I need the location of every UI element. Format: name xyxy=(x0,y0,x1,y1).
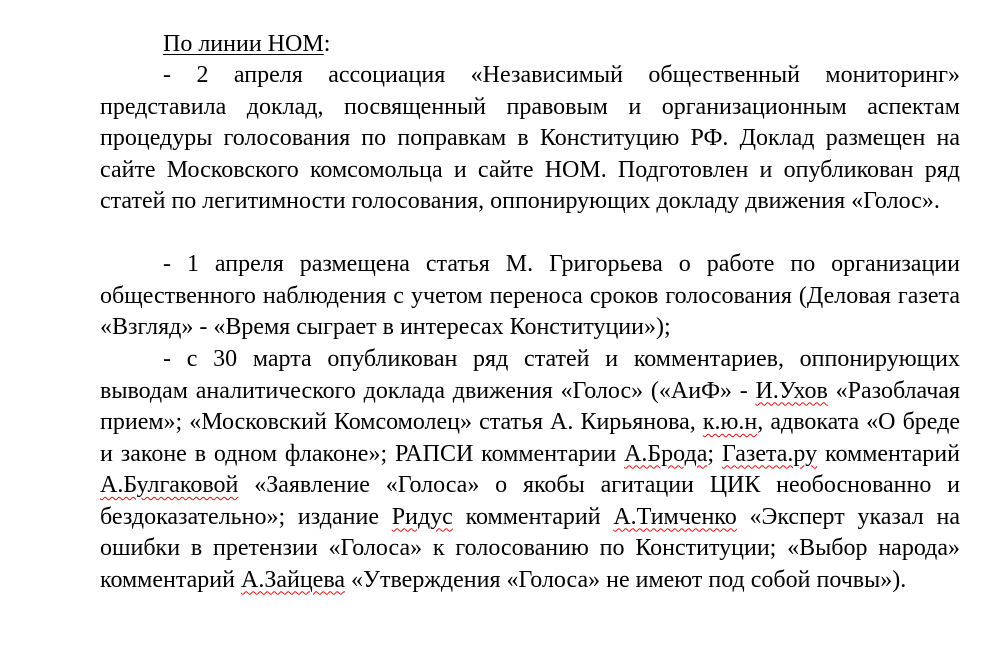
text-run: , адвоката «О бреде и законе в одном флаконе»; РАПСИ комментарии xyxy=(100,409,960,467)
text-run: «Утверждения «Голоса» не имеют под собой почвы»). xyxy=(345,566,907,593)
text-run: ; xyxy=(707,440,722,467)
section-heading xyxy=(163,28,330,60)
paragraph-2 xyxy=(100,249,960,344)
text-run: - с 30 марта опубликован ряд статей и комментариев, оппонирующих выводам аналитического доклада движения «Голос» («АиФ» - xyxy=(100,346,960,404)
heading-colon: : xyxy=(323,31,331,57)
spellcheck-flagged-word[interactable]: А.Булгаковой xyxy=(100,472,239,498)
paragraph-1-text: - 2 апреля ассоциация «Независимый общественный мониторинг» представила доклад, посвященный правовым и организационным аспектам процедуры голосования по поправкам в Конституцию РФ. Доклад размещен на сайте Московского комсомольца и сайте НОМ. Подготовлен и опубликован ряд статей по легитимности голосования, оппонирующих докладу движения «Голос». xyxy=(100,62,960,214)
spellcheck-flagged-word[interactable]: А.Брода xyxy=(624,440,708,467)
spellcheck-flagged-word[interactable]: А.Зайцева xyxy=(240,566,345,593)
text-run: «Разоблачая прием»; «Московский Комсомолец» статья А. Кирьянова, xyxy=(100,377,960,435)
text-run: «Заявление «Голоса» о якобы агитации ЦИК необоснованно и бездоказательно»; издание xyxy=(100,472,960,530)
paragraph-1 xyxy=(100,60,960,218)
heading-underlined-text: По линии НОМ xyxy=(163,31,324,57)
text-run: комментарий xyxy=(817,440,960,467)
spellcheck-flagged-word[interactable]: Ридус xyxy=(391,503,453,530)
paragraph-3 xyxy=(100,344,960,596)
spellcheck-flagged-word[interactable]: И.Ухов xyxy=(755,377,828,404)
paragraph-2-text: - 1 апреля размещена статья М. Григорьева о работе по организации общественного наблюдения с учетом переноса сроков голосования (Деловая газета «Взгляд» - «Время сыграет в интересах Конституции»); xyxy=(100,251,960,340)
text-run: «Эксперт указал на ошибки в претензии «Голоса» к голосованию по Конституции; «Выбор народа» комментарий xyxy=(100,503,961,593)
spellcheck-flagged-word[interactable]: Газета.ру xyxy=(721,440,818,467)
paragraph-3-text xyxy=(100,344,960,596)
spellcheck-flagged-word[interactable]: А.Тимченко xyxy=(613,503,737,530)
text-run: комментарий xyxy=(452,503,614,530)
spellcheck-flagged-word[interactable]: к.ю.н xyxy=(702,409,758,435)
